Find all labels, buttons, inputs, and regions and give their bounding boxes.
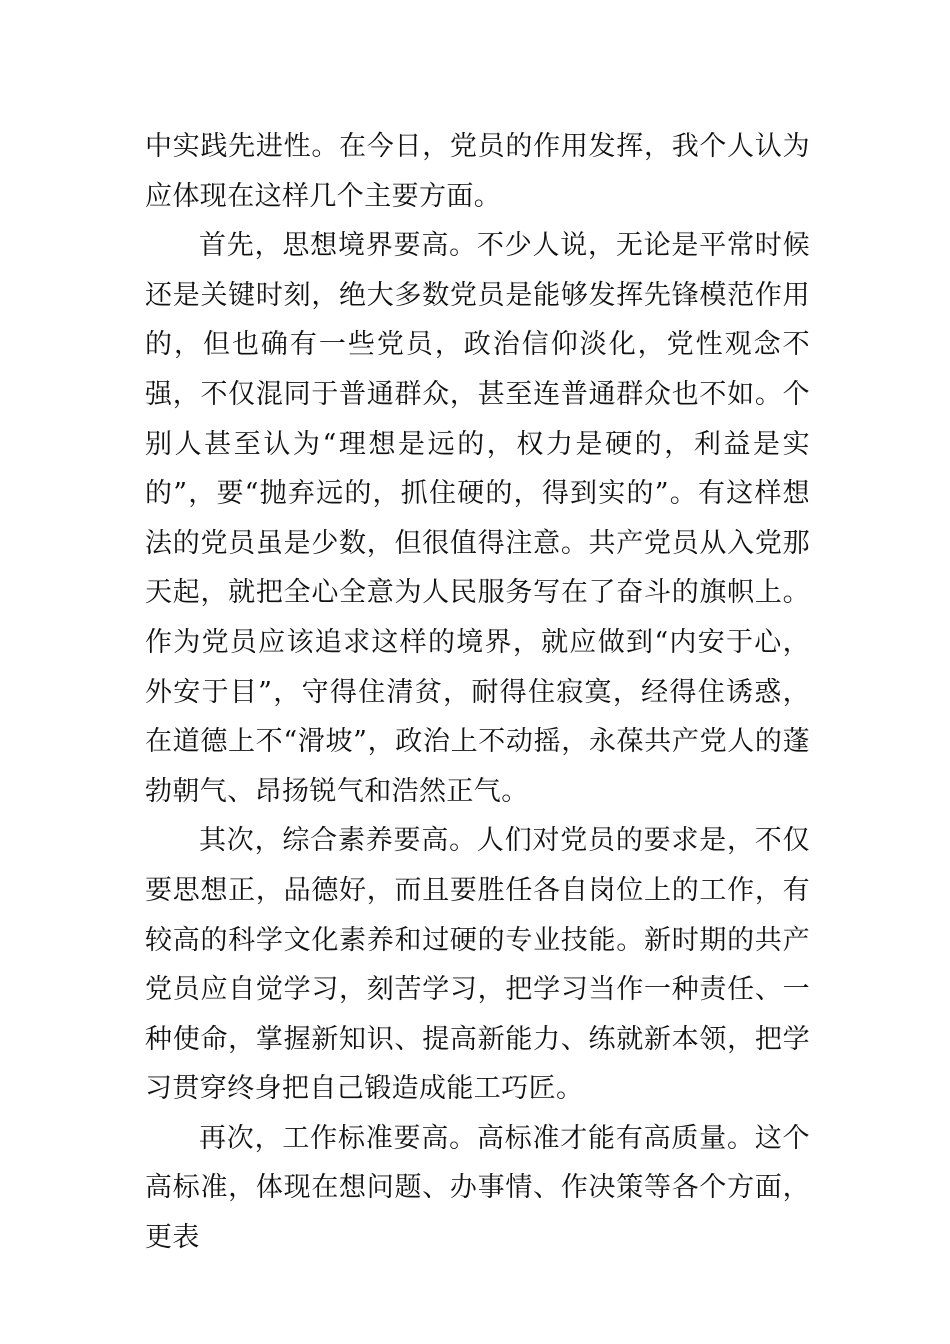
paragraph-comprehensive-quality: 其次，综合素养要高。人们对党员的要求是，不仅要思想正，品德好，而且要胜任各自岗位上的工作，有较高的科学文化素养和过硬的专业技能。新时期的共产党员应自觉学习，刻苦学习，把学习当作一种责任、一种使命，掌握新知识、提高新能力、练就新本领，把学习贯穿终身把自己锻造成能工巧匠。: [145, 825, 810, 1105]
paragraph-continuation: 中实践先进性。在今日，党员的作用发挥，我个人认为应体现在这样几个主要方面。: [145, 131, 810, 212]
paragraph-ideological-realm: 首先，思想境界要高。不少人说，无论是平常时候还是关键时刻，绝大多数党员是能够发挥先锋模范作用的，但也确有一些党员，政治信仰淡化，党性观念不强，不仅混同于普通群众，甚至连普通群众也不如。个别人甚至认为“理想是远的，权力是硬的，利益是实的”，要“抛弃远的，抓住硬的，得到实的”。有这样想法的党员虽是少数，但很值得注意。共产党员从入党那天起，就把全心全意为人民服务写在了奋斗的旗帜上。作为党员应该追求这样的境界，就应做到“内安于心，外安于目”，守得住清贫，耐得住寂寞，经得住诱惑，在道德上不“滑坡”，政治上不动摇，永葆共产党人的蓬勃朝气、昂扬锐气和浩然正气。: [145, 230, 810, 807]
document-body: [145, 122, 810, 1263]
paragraph-work-standard: 再次，工作标准要高。高标准才能有高质量。这个高标准，体现在想问题、办事情、作决策等各个方面，更表: [145, 1122, 810, 1254]
